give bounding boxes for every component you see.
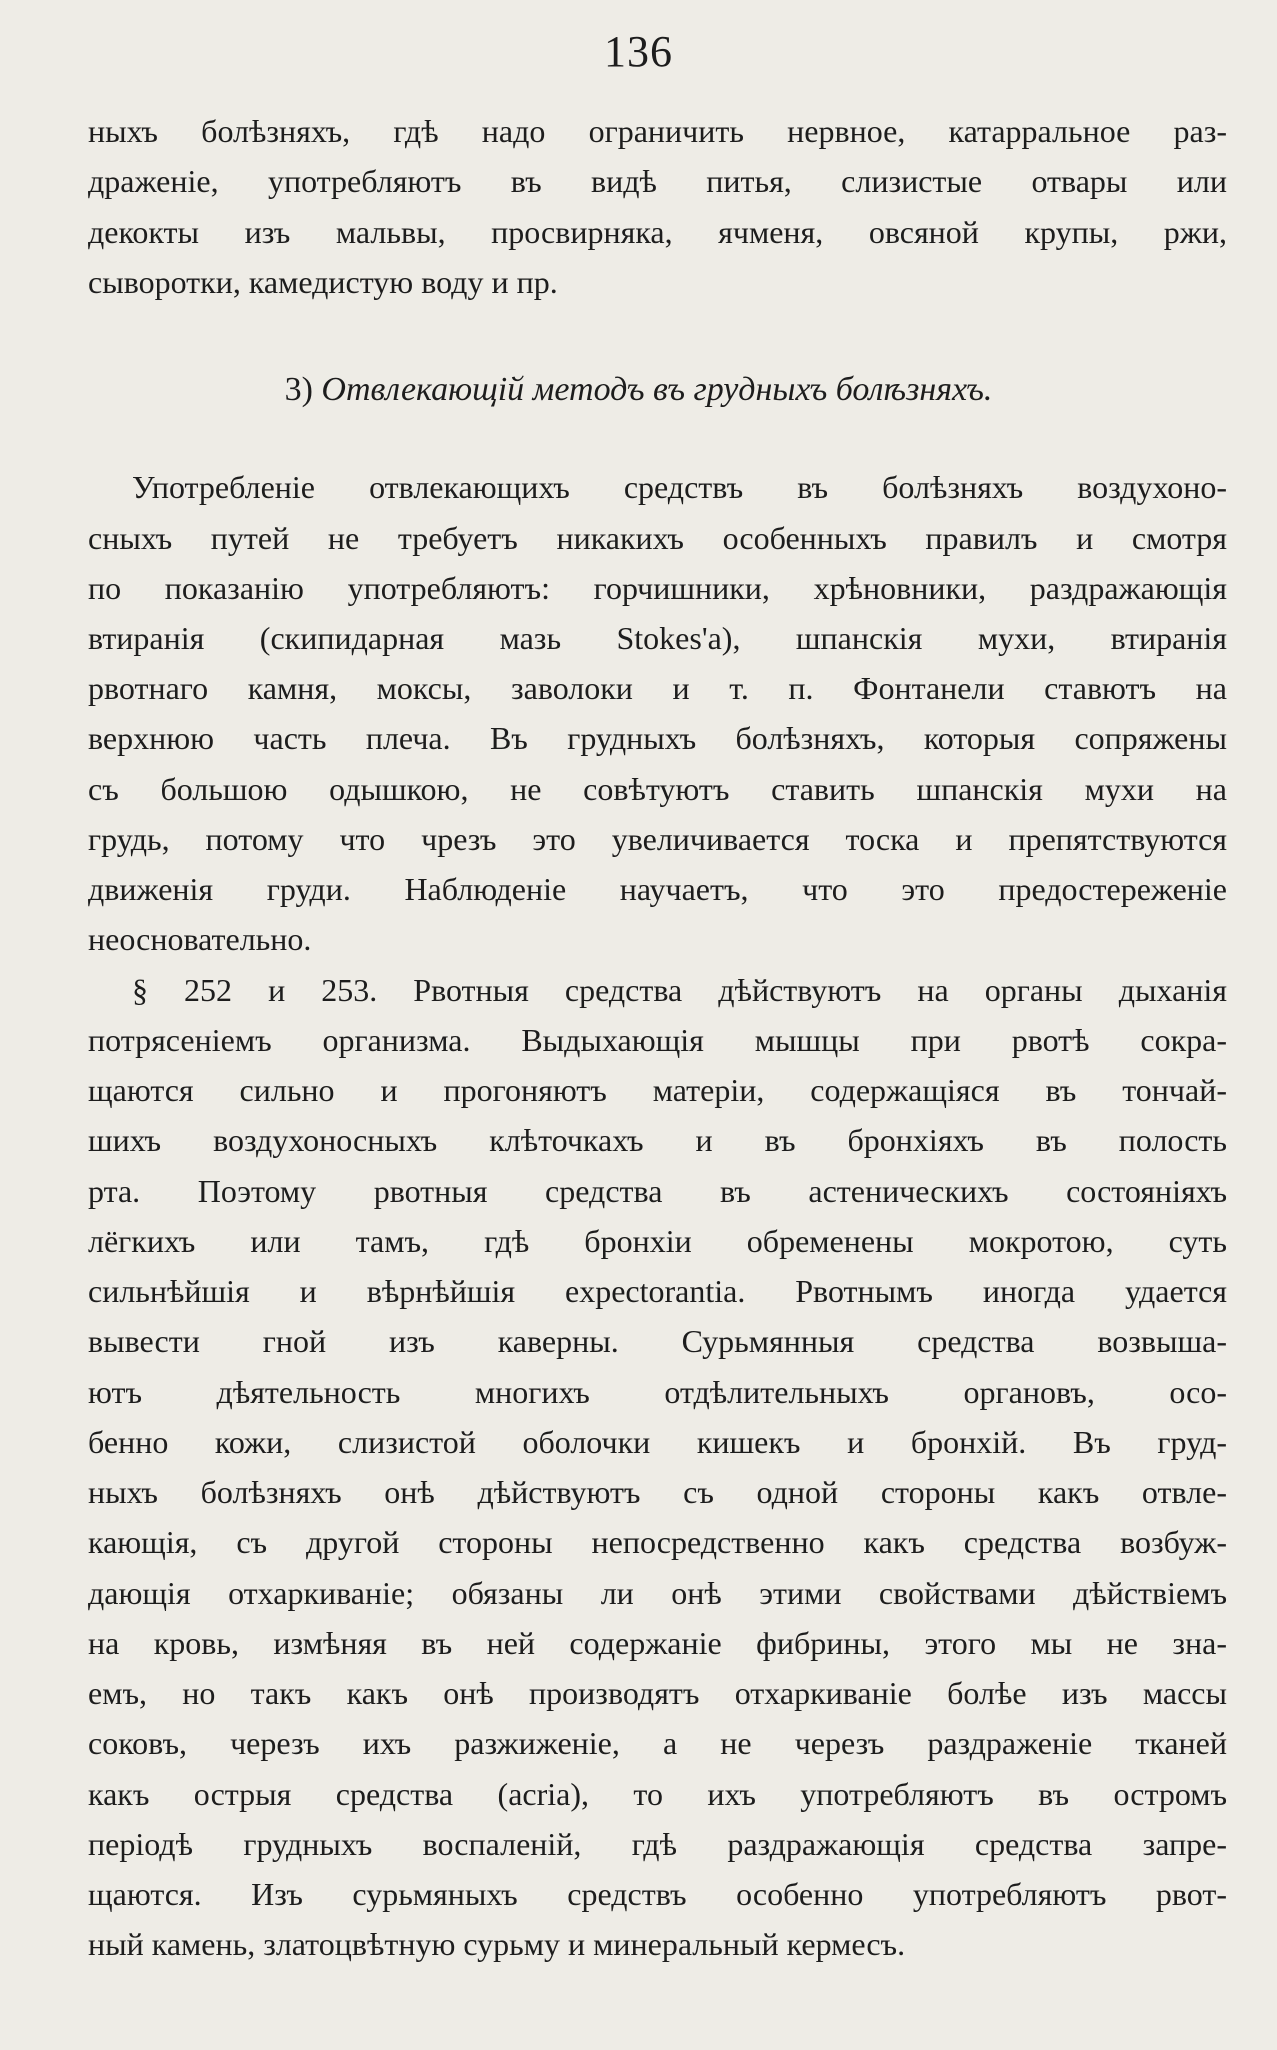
text-line: ный камень, златоцвѣтную сурьму и минеральный кермесъ. — [88, 1926, 906, 1962]
text-line: соковъ, черезъ ихъ разжиженіе, а не черезъ раздраженіе тканей — [88, 1725, 1227, 1761]
text-line: емъ, но такъ какъ онѣ производятъ отхаркиваніе болѣе изъ массы — [88, 1675, 1227, 1711]
text-line: потрясеніемъ организма. Выдыхающія мышцы при рвотѣ сокра- — [88, 1022, 1227, 1058]
text-line: ютъ дѣятельность многихъ отдѣлительныхъ органовъ, осо- — [88, 1374, 1227, 1410]
text-line: періодѣ грудныхъ воспаленій, гдѣ раздражающія средства запре- — [88, 1826, 1227, 1862]
text-line: § 252 и 253. Рвотныя средства дѣйствуютъ на органы дыханія — [132, 972, 1227, 1008]
text-line: неосновательно. — [88, 921, 312, 957]
section-heading — [0, 366, 1277, 414]
text-line: ныхъ болѣзняхъ, гдѣ надо ограничить нервное, катарральное раз- — [88, 113, 1227, 149]
text-line: съ большою одышкою, не совѣтуютъ ставить шпанскія мухи на — [88, 771, 1227, 807]
text-line: какъ острыя средства (acria), то ихъ употребляютъ въ остромъ — [88, 1776, 1227, 1812]
page-number: 136 — [604, 27, 673, 76]
text-line: сныхъ путей не требуетъ никакихъ особенныхъ правилъ и смотря — [88, 520, 1227, 556]
text-line: шихъ воздухоносныхъ клѣточкахъ и въ бронхіяхъ въ полость — [88, 1122, 1227, 1158]
text-line: дающія отхаркиваніе; обязаны ли онѣ этими свойствами дѣйствіемъ — [88, 1575, 1227, 1611]
text-line: Употребленіе отвлекающихъ средствъ въ болѣзняхъ воздухоно- — [132, 469, 1227, 505]
text-line: движенія груди. Наблюденіе научаетъ, что это предостереженіе — [88, 871, 1227, 907]
text-line: верхнюю часть плеча. Въ грудныхъ болѣзняхъ, которыя сопряжены — [88, 720, 1227, 756]
text-line: сильнѣйшія и вѣрнѣйшія expectorantia. Рвотнымъ иногда удается — [88, 1273, 1227, 1309]
text-line: сыворотки, камедистую воду и пр. — [88, 264, 558, 300]
text-line: декокты изъ мальвы, просвирняка, ячменя, овсяной крупы, ржи, — [88, 214, 1227, 250]
text-line: кающія, съ другой стороны непосредственно какъ средства возбуж- — [88, 1524, 1227, 1560]
section-number: 3) — [284, 371, 313, 408]
text-line: ныхъ болѣзняхъ онѣ дѣйствуютъ съ одной стороны какъ отвле- — [88, 1474, 1227, 1510]
text-line: грудь, потому что чрезъ это увеличивается тоска и препятствуются — [88, 821, 1227, 857]
text-line: щаются. Изъ сурьмяныхъ средствъ особенно употребляютъ рвот- — [88, 1876, 1227, 1912]
text-line: щаются сильно и прогоняютъ матеріи, содержащіяся въ тончай- — [88, 1072, 1227, 1108]
text-line: драженіе, употребляютъ въ видѣ питья, слизистые отвары или — [88, 163, 1227, 199]
text-line: втиранія (скипидарная мазь Stokes'а), шпанскія мухи, втиранія — [88, 620, 1227, 656]
text-line: бенно кожи, слизистой оболочки кишекъ и бронхій. Въ груд- — [88, 1424, 1227, 1460]
text-line: рвотнаго камня, моксы, заволоки и т. п. Фонтанели ставютъ на — [88, 670, 1227, 706]
text-line: лёгкихъ или тамъ, гдѣ бронхіи обременены мокротою, суть — [88, 1223, 1227, 1259]
section-title: Отвлекающій методъ въ грудныхъ болѣзняхъ. — [321, 371, 993, 408]
text-line: рта. Поэтому рвотныя средства въ астеническихъ состояніяхъ — [88, 1173, 1227, 1209]
text-line: вывести гной изъ каверны. Сурьмянныя средства возвыша- — [88, 1323, 1227, 1359]
text-line: по показанію употребляютъ: горчишники, хрѣновники, раздражающія — [88, 570, 1227, 606]
text-line: на кровь, измѣняя въ ней содержаніе фибрины, этого мы не зна- — [88, 1625, 1227, 1661]
